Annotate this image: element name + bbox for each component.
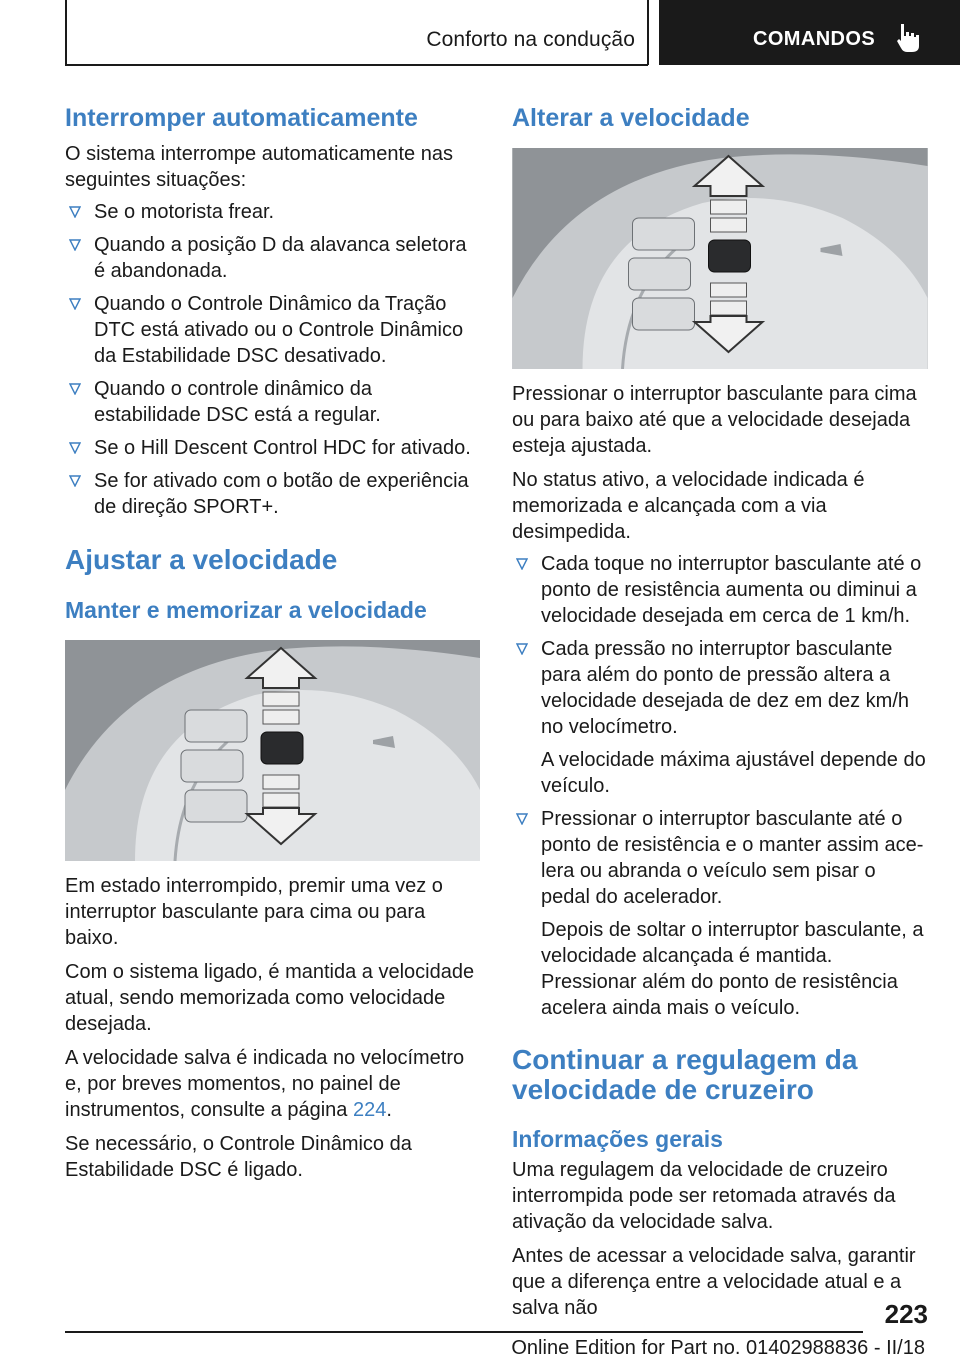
chapter-tab[interactable]	[659, 0, 960, 65]
list-item: Cada pressão no interruptor basculante para além do ponto de pressão altera a velocidade desejada de dez em dez km/h no velocímetro.	[512, 636, 930, 740]
paragraph-estado: Em estado interrompido, premir uma vez o interruptor basculante para cima ou para baixo.	[65, 875, 443, 949]
section-title: Conforto na condução	[426, 28, 635, 51]
page-number: 223	[884, 1299, 928, 1329]
list-item: Pressionar o interruptor basculante até o ponto de resistência e o manter assim acelera ou abranda o veículo sem pisar o pedal do acelerador.	[512, 806, 930, 910]
heading-informacoes: Informações gerais	[512, 1126, 723, 1152]
steering-wheel-illustration	[65, 640, 480, 861]
list-item: Quando o controle dinâmico da estabilidade DSC está a regular.	[65, 376, 480, 428]
chapter-label: COMANDOS	[753, 28, 876, 50]
bullet-triangle-icon	[69, 383, 81, 395]
heading-interromper: Interromper automaticamente	[65, 104, 418, 132]
bullet-triangle-icon	[516, 643, 528, 655]
change-speed-list	[512, 551, 930, 740]
bullet-triangle-icon	[516, 813, 528, 825]
left-column	[65, 100, 480, 1183]
paragraph-regulagem: Uma regulagem da velocidade de cruzeiro interrompida pode ser retomada através da ativação da velocidade salva.	[512, 1159, 896, 1233]
paragraph-pressionar: Pressionar o interruptor basculante para cima ou para baixo até que a velocidade desejada esteja ajustada.	[512, 383, 917, 457]
paragraph-dsc: Se necessário, o Controle Dinâmico da Estabilidade DSC é ligado.	[65, 1133, 412, 1181]
paragraph-sistema: Com o sistema ligado, é mantida a velocidade atual, sendo memorizada como velocidade desejada.	[65, 961, 475, 1035]
list-item: Quando a posição D da alavanca seletora é abandonada.	[65, 232, 480, 284]
bullet-triangle-icon	[69, 206, 81, 218]
heading-ajustar: Ajustar a velocidade	[65, 544, 338, 575]
change-speed-list-cont	[512, 806, 930, 910]
footer-rule	[65, 1331, 863, 1333]
header-rule-left	[65, 0, 67, 65]
page-link[interactable]: 224	[352, 1099, 387, 1121]
steering-wheel-illustration	[512, 148, 928, 369]
list-subparagraph: A velocidade máxima ajustável depende do veículo.	[541, 749, 926, 797]
heading-alterar: Alterar a velocidade	[512, 104, 750, 132]
heading-continuar: Continuar a regulagem da velocidade de cruzeiro	[512, 1044, 858, 1105]
bullet-triangle-icon	[69, 475, 81, 487]
list-item: Cada toque no interruptor basculante até o ponto de resistência aumenta ou diminui a velocidade desejada em cerca de 1 km/h.	[512, 551, 930, 629]
right-column	[512, 100, 930, 1321]
list-item: Se for ativado com o botão de experiência de direção SPORT+.	[65, 468, 480, 520]
list-item: Se o Hill Descent Control HDC for ativado.	[65, 435, 480, 461]
bullet-triangle-icon	[69, 298, 81, 310]
bullet-triangle-icon	[69, 239, 81, 251]
interrupt-list	[65, 199, 480, 520]
heading-manter: Manter e memorizar a velocidade	[65, 597, 427, 623]
paragraph-antes: Antes de acessar a velocidade salva, garantir que a diferença entre a velocidade atual e a salva não	[512, 1245, 916, 1319]
list-item: Se o motorista frear.	[65, 199, 480, 225]
paragraph-interromper: O sistema interrompe automaticamente nas seguintes situações:	[65, 143, 453, 191]
pointing-hand-icon	[895, 22, 921, 54]
paragraph-status: No status ativo, a velocidade indicada é memorizada e alcançada com a via desimpedida.	[512, 469, 865, 543]
edition-note: Online Edition for Part no. 01402988836 - II/18	[511, 1337, 925, 1359]
header-rule	[65, 64, 648, 66]
bullet-triangle-icon	[69, 442, 81, 454]
bullet-triangle-icon	[516, 558, 528, 570]
list-subparagraph: Depois de soltar o interruptor basculante, a velocidade alcançada é mantida. Pressionar além do ponto de resistência acelera ainda mais o veículo.	[541, 919, 924, 1019]
header-rule-divider	[647, 0, 649, 65]
list-item: Quando o Controle Dinâmico da Tração DTC está ativado ou o Controle Dinâmico da Estabilidade DSC desativado.	[65, 291, 480, 369]
paragraph-salva: A velocidade salva é indicada no velocímetro e, por breves momentos, no painel de instrumentos, consulte a página 224.	[65, 1047, 465, 1121]
